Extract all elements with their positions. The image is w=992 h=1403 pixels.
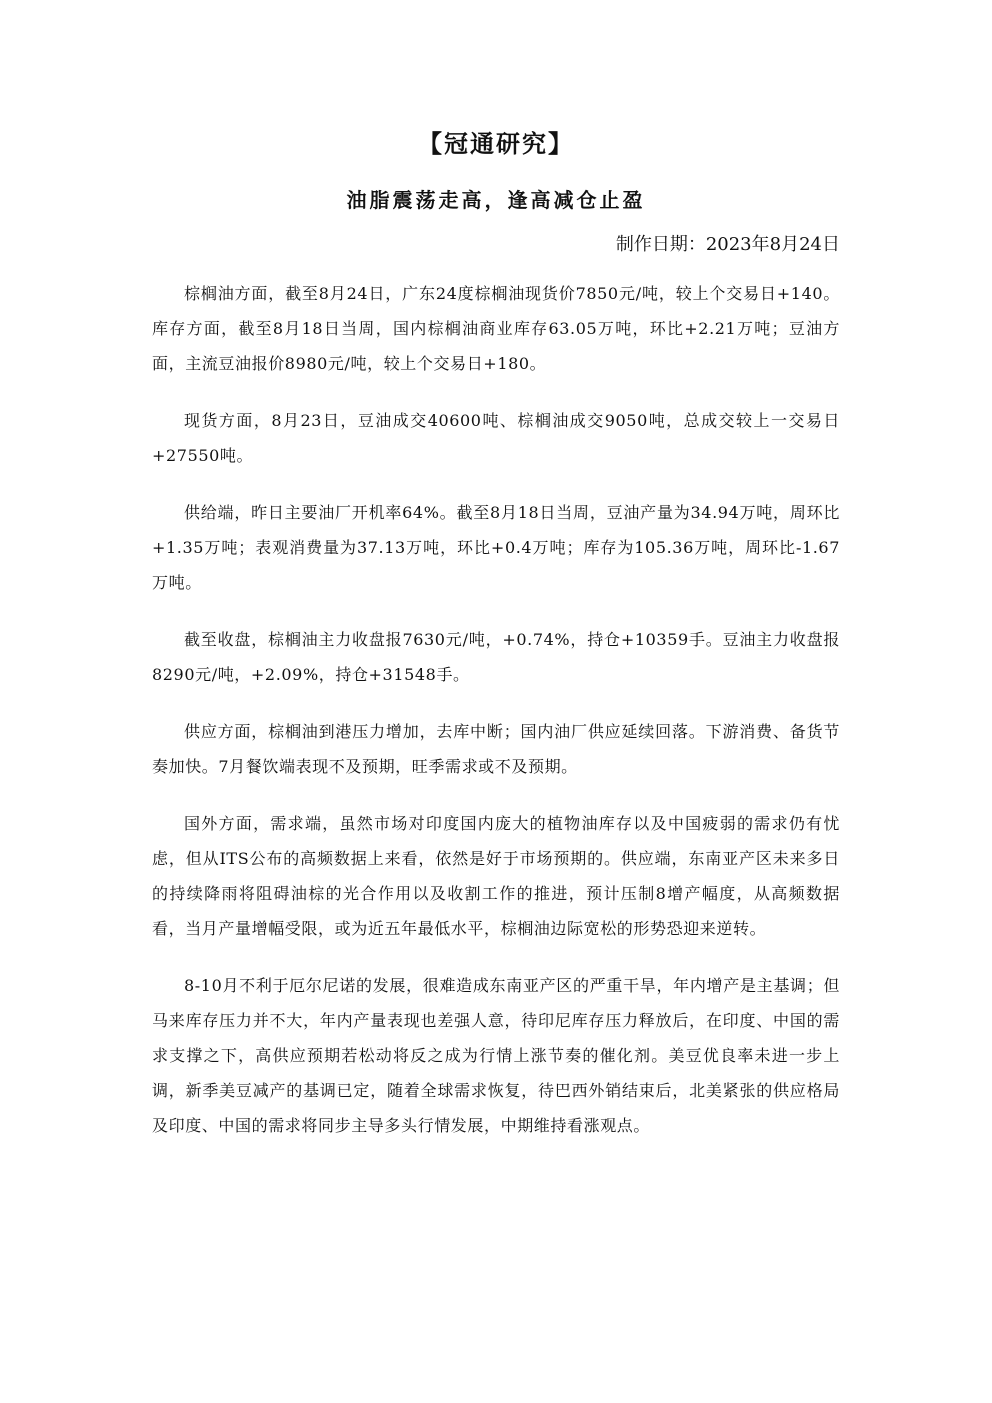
paragraph-supply-demand: 供应方面，棕榈油到港压力增加，去库中断；国内油厂供应延续回落。下游消费、备货节奏加快。7月餐饮端表现不及预期，旺季需求或不及预期。 [152,722,840,776]
report-date: 制作日期：2023年8月24日 [615,234,840,255]
paragraph-supply-side: 供给端，昨日主要油厂开机率64%。截至8月18日当周，豆油产量为34.94万吨，周环比+1.35万吨；表观消费量为37.13万吨，环比+0.4万吨；库存为105.36万吨，周环比-1.67万吨。 [152,503,840,592]
report-title: 油脂震荡走高，逢高减仓止盈 [346,188,646,212]
paragraph-spot-trading: 现货方面，8月23日，豆油成交40600吨、棕榈油成交9050吨，总成交较上一交易日+27550吨。 [152,411,840,465]
paragraph-palm-oil-spot: 棕榈油方面，截至8月24日，广东24度棕榈油现货价7850元/吨，较上个交易日+140。库存方面，截至8月18日当周，国内棕榈油商业库存63.05万吨，环比+2.21万吨；豆油方面，主流豆油报价8980元/吨，较上个交易日+180。 [152,284,840,373]
paragraph-outlook: 8-10月不利于厄尔尼诺的发展，很难造成东南亚产区的严重干旱，年内增产是主基调；但马来库存压力并不大，年内产量表现也差强人意，待印尼库存压力释放后，在印度、中国的需求支撑之下，高供应预期若松动将反之成为行情上涨节奏的催化剂。美豆优良率未进一步上调，新季美豆减产的基调已定，随着全球需求恢复，待巴西外销结束后，北美紧张的供应格局及印度、中国的需求将同步主导多头行情发展，中期维持看涨观点。 [152,976,840,1135]
paragraph-closing-prices: 截至收盘，棕榈油主力收盘报7630元/吨，+0.74%，持仓+10359手。豆油主力收盘报8290元/吨，+2.09%，持仓+31548手。 [152,630,840,684]
report-body [152,276,840,1165]
report-header: 【冠通研究】 [418,129,574,158]
paragraph-overseas: 国外方面，需求端，虽然市场对印度国内庞大的植物油库存以及中国疲弱的需求仍有忧虑，但从ITS公布的高频数据上来看，依然是好于市场预期的。供应端，东南亚产区未来多日的持续降雨将阻碍油棕的光合作用以及收割工作的推进，预计压制8增产幅度，从高频数据看，当月产量增幅受限，或为近五年最低水平，棕榈油边际宽松的形势恐迎来逆转。 [152,814,840,938]
